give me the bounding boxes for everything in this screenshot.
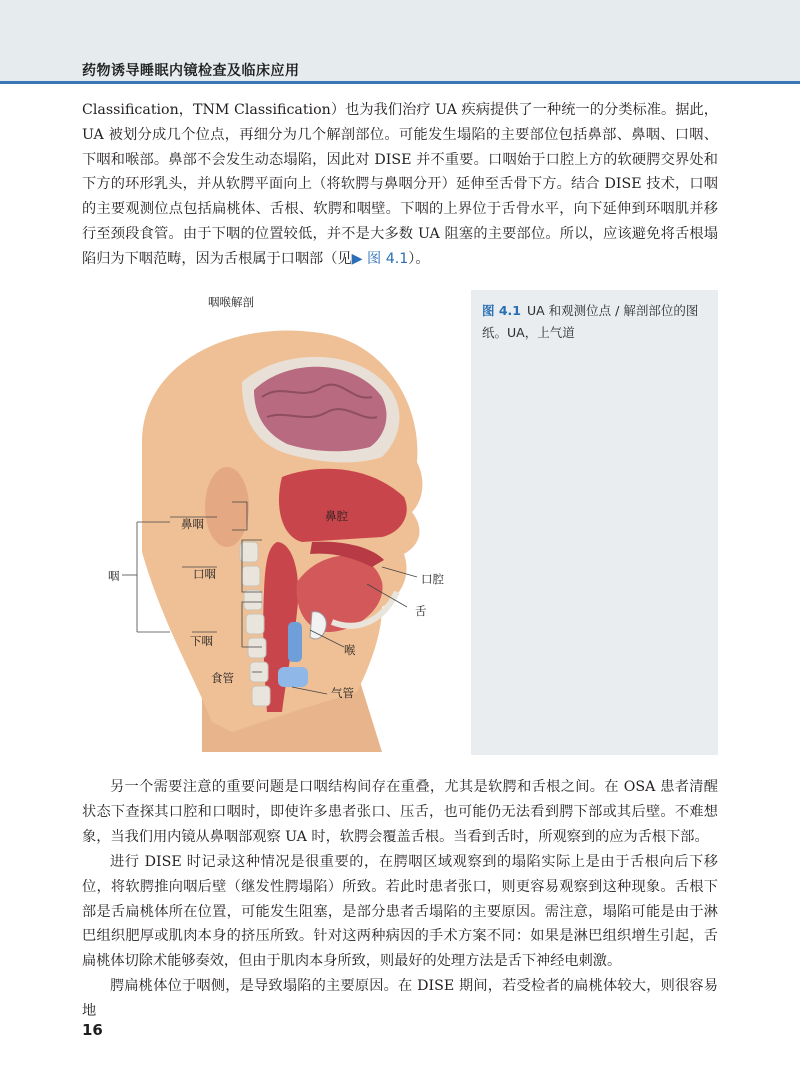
- label-nasal-cavity: 鼻腔: [325, 509, 348, 523]
- anatomy-figure: [82, 292, 462, 752]
- label-tongue: 舌: [415, 604, 427, 618]
- reference-arrow-icon: ▶: [351, 250, 363, 267]
- label-oropharynx: 口咽: [193, 567, 216, 581]
- label-hypopharynx: 下咽: [190, 634, 213, 648]
- paragraph-1: [82, 98, 718, 272]
- ear: [205, 467, 249, 547]
- running-header: [0, 0, 800, 84]
- paragraph-2: 另一个需要注意的重要问题是口咽结构间存在重叠，尤其是软腭和舌根之间。在 OSA 患者清醒状态下查探其口腔和口咽时，即使许多患者张口、压舌，也可能仍无法看到腭下部或其后壁。不难想象，当我们用内镜从鼻咽部观察 UA 时，软腭会覆盖舌根。当看到舌时，所观察到的应为舌根下部。: [82, 779, 718, 845]
- label-oral-cavity: 口腔: [421, 572, 444, 586]
- larynx-cartilage: [288, 622, 302, 662]
- paragraph-4: 腭扁桃体位于咽侧，是导致塌陷的主要原因。在 DISE 期间，若受检者的扁桃体较大，则很容易地: [82, 978, 718, 1019]
- paragraph-1-end: ）。: [408, 250, 430, 267]
- paragraph-3: 进行 DISE 时记录这种情况是很重要的，在腭咽区域观察到的塌陷实际上是由于舌根向后下移位，将软腭推向咽后壁（继发性腭塌陷）所致。若此时患者张口，则更容易观察到这种现象。舌根下部是舌扁桃体所在位置，可能发生阻塞，是部分患者舌塌陷的主要原因。需注意，塌陷可能是由于淋巴组织肥厚或肌肉本身的挤压所致。针对这两种病因的手术方案不同：如果是淋巴组织增生引起，舌扁桃体切除术能够奏效，但由于肌肉本身所致，则最好的处理方法是舌下神经电刺激。: [82, 854, 718, 970]
- figure-reference-link[interactable]: [352, 251, 409, 267]
- label-larynx: 喉: [344, 643, 356, 657]
- caption-number: 图 4.1: [482, 303, 521, 318]
- paragraph-1-text: Classification，TNM Classification）也为我们治疗 UA 疾病提供了一种统一的分类标准。据此，UA 被划分成几个位点，再细分为几个解剖部位。可能发生塌陷的主要部位包括鼻部、鼻咽、口咽、下咽和喉部。鼻部不会发生动态塌陷，因此对 DISE 并不重要。口咽始于口腔上方的软硬腭交界处和下方的环形乳头，并从软腭平面向上（将软腭与鼻咽分开）延伸至舌骨下方。结合 DISE 技术，口咽的主要观测位点包括扁桃体、舌根、软腭和咽壁。下咽的上界位于舌骨水平，向下延伸到环咽肌并移行至颈段食管。由于下咽的位置较低，并不是大多数 UA 阻塞的主要部位。所以，应该避免将舌根塌陷归为下咽范畴，因为舌根属于口咽部（见: [82, 102, 718, 267]
- label-pharynx: 咽: [108, 569, 120, 583]
- figure-reference-label: 图 4.1: [362, 250, 409, 267]
- page-number: 16: [82, 1021, 103, 1039]
- caption-panel: [471, 290, 718, 755]
- label-nasopharynx: 鼻咽: [181, 517, 204, 531]
- caption-text: UA 和观测位点 / 解剖部位的图纸。UA，上气道: [482, 303, 699, 340]
- running-header-title: 药物诱导睡眠内镜检查及临床应用: [82, 63, 300, 79]
- header-rule: [0, 81, 800, 84]
- figure-title: 咽喉解剖: [208, 295, 254, 309]
- label-trachea: 气管: [331, 686, 354, 700]
- figure-caption: [482, 300, 710, 344]
- label-esophagus: 食管: [211, 671, 234, 685]
- trachea-ring: [278, 667, 308, 687]
- head-neck-illustration: [82, 292, 462, 752]
